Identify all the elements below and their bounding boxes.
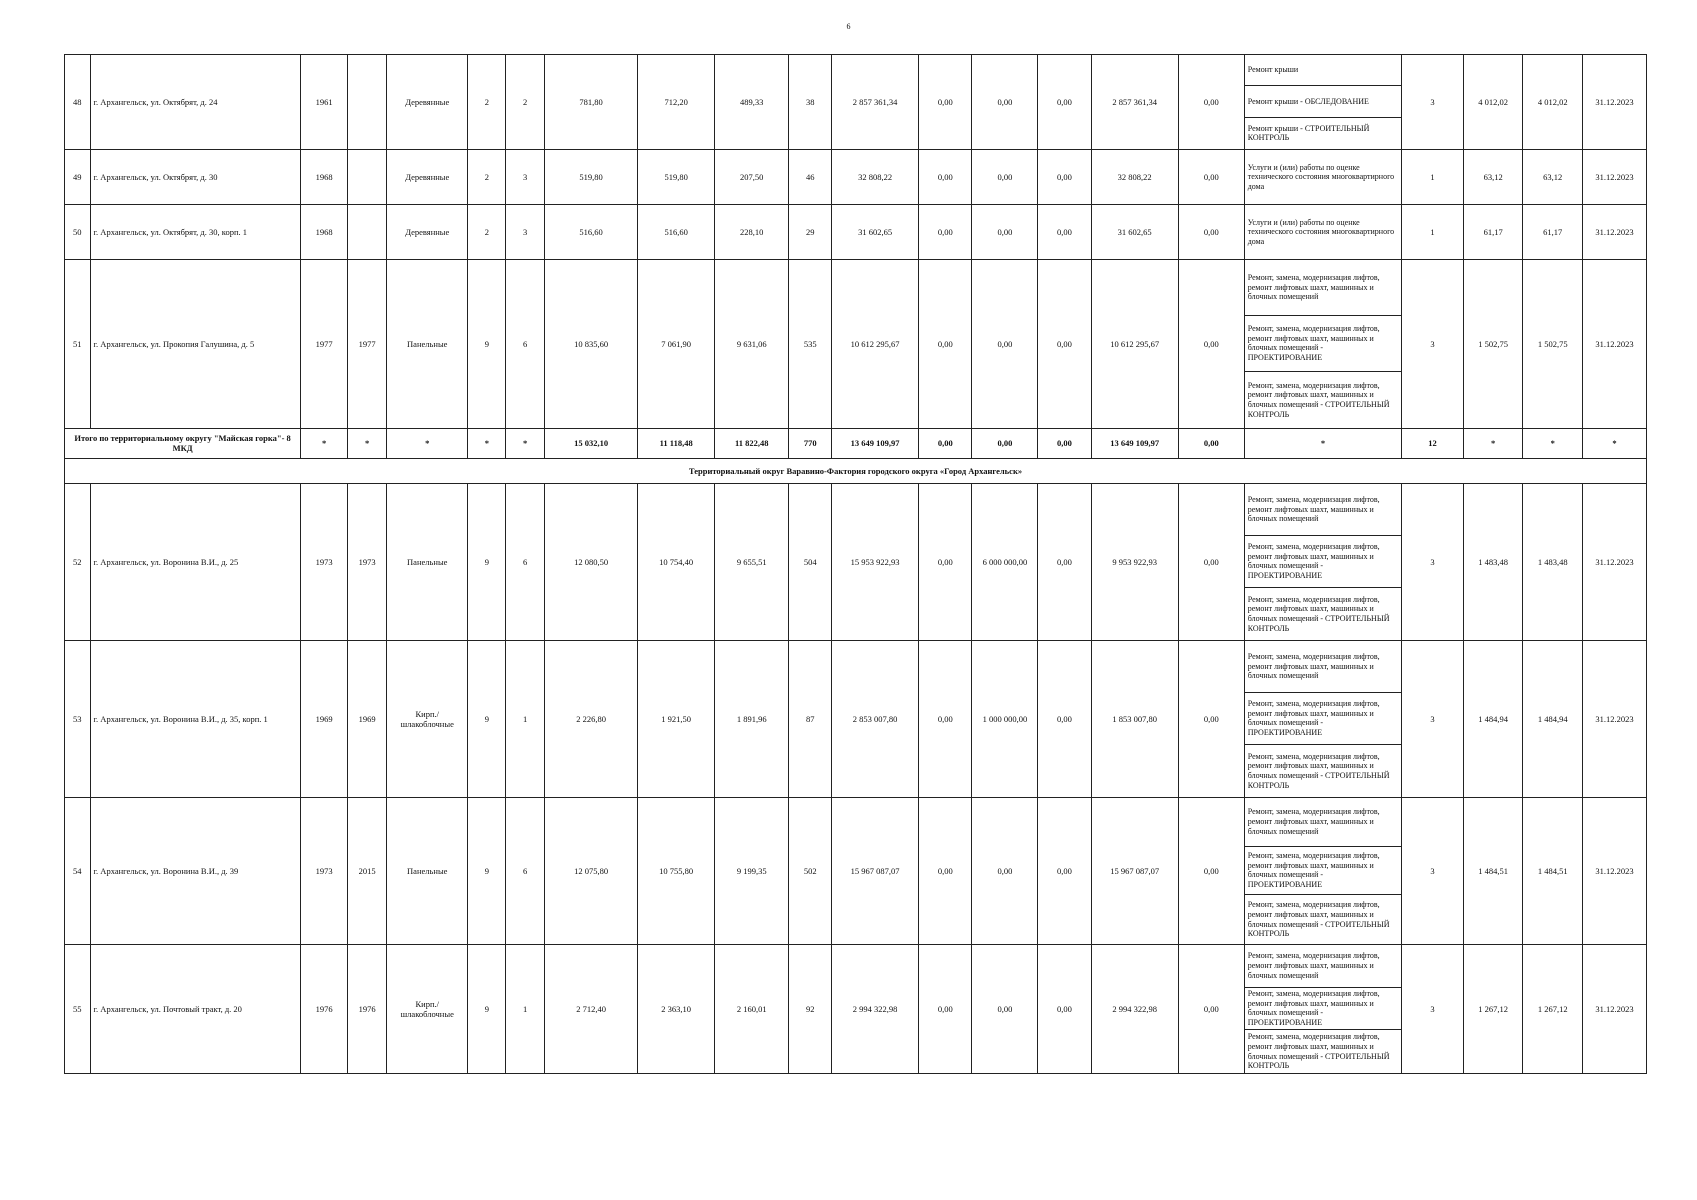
- cell-address: г. Архангельск, ул. Воронина В.И., д. 25: [90, 483, 301, 640]
- cell-deadline: 31.12.2023: [1583, 797, 1647, 944]
- total-star: *: [468, 428, 506, 458]
- cell-max-cost: 1 484,94: [1523, 640, 1583, 797]
- cell-fund-federal: 0,00: [919, 204, 972, 259]
- cell-works-count: 3: [1402, 944, 1464, 1073]
- cell-deadline: 31.12.2023: [1583, 944, 1647, 1073]
- cell-address: г. Архангельск, ул. Прокопия Галушина, д. 5: [90, 259, 301, 428]
- cell-works: [1244, 944, 1401, 1073]
- cell-floors: 2: [468, 55, 506, 150]
- cell-residential-area: 1 891,96: [714, 640, 788, 797]
- work-item: Ремонт, замена, модернизация лифтов, ремонт лифтовых шахт, машинных и блочных помещений - СТРОИТЕЛЬНЫЙ КОНТРОЛЬ: [1247, 380, 1390, 419]
- cell-address: г. Архангельск, ул. Воронина В.И., д. 35, корп. 1: [90, 640, 301, 797]
- cell-works-count: 1: [1402, 204, 1464, 259]
- cell-total-cost: 32 808,22: [831, 149, 918, 204]
- cell-year-built: 1976: [301, 944, 348, 1073]
- cell-total-cost: 10 612 295,67: [831, 259, 918, 428]
- cell-num: 51: [65, 259, 91, 428]
- cell-floors: 9: [468, 797, 506, 944]
- cell-living-area: 1 921,50: [638, 640, 715, 797]
- cell-fund-regional: 0,00: [972, 55, 1038, 150]
- cell-year-commissioning: 2015: [347, 797, 386, 944]
- cell-residential-area: 9 631,06: [714, 259, 788, 428]
- cell-address: г. Архангельск, ул. Воронина В.И., д. 39: [90, 797, 301, 944]
- cell-fund-regional: 6 000 000,00: [972, 483, 1038, 640]
- cell-num: 55: [65, 944, 91, 1073]
- cell-wall-material: Деревянные: [387, 149, 468, 204]
- cell-wall-material: Панельные: [387, 259, 468, 428]
- table-row: [65, 797, 1647, 944]
- cell-floors: 9: [468, 640, 506, 797]
- cell-entrances: 6: [506, 259, 544, 428]
- cell-num: 50: [65, 204, 91, 259]
- cell-wall-material: Деревянные: [387, 204, 468, 259]
- work-item: Ремонт, замена, модернизация лифтов, ремонт лифтовых шахт, машинных и блочных помещений: [1245, 945, 1401, 988]
- cell-living-area: 10 754,40: [638, 483, 715, 640]
- cell-total-area: 12 075,80: [544, 797, 638, 944]
- cell-fund-local: 0,00: [1038, 483, 1091, 640]
- cell-unit-cost: 4 012,02: [1463, 55, 1523, 150]
- work-item: Ремонт, замена, модернизация лифтов, ремонт лифтовых шахт, машинных и блочных помещений - ПРОЕКТИРОВАНИЕ: [1245, 988, 1401, 1031]
- cell-works: [1244, 204, 1401, 259]
- cell-total-area: 10 835,60: [544, 259, 638, 428]
- cell-entrances: 6: [506, 797, 544, 944]
- cell-entrances: 1: [506, 944, 544, 1073]
- cell-living-area: 7 061,90: [638, 259, 715, 428]
- cell-living-area: 10 755,80: [638, 797, 715, 944]
- cell-residents: 535: [789, 259, 832, 428]
- cell-max-cost: 63,12: [1523, 149, 1583, 204]
- cell-fund-regional: 1 000 000,00: [972, 640, 1038, 797]
- cell-total-cost: 2 857 361,34: [831, 55, 918, 150]
- cell-residential-area: 9 655,51: [714, 483, 788, 640]
- cell-fund-regional: 0,00: [972, 259, 1038, 428]
- cell-total-area: 781,80: [544, 55, 638, 150]
- cell-num: 52: [65, 483, 91, 640]
- cell-total-cost: 2 994 322,98: [831, 944, 918, 1073]
- cell-year-built: 1968: [301, 149, 348, 204]
- page-number: 6: [846, 22, 851, 31]
- cell-year-commissioning: [347, 149, 386, 204]
- cell-num: 49: [65, 149, 91, 204]
- section-title: Территориальный округ Варавино-Фактория городского округа «Город Архангельск»: [65, 458, 1647, 483]
- cell-fund-other: 0,00: [1178, 204, 1244, 259]
- total-label: Итого по территориальному округу "Майская горка"- 8 МКД: [65, 428, 301, 458]
- cell-num: 54: [65, 797, 91, 944]
- cell-year-commissioning: 1973: [347, 483, 386, 640]
- cell-address: г. Архангельск, ул. Октябрят, д. 30, корп. 1: [90, 204, 301, 259]
- total-works-count: 12: [1402, 428, 1464, 458]
- cell-fund-owners: 2 857 361,34: [1091, 55, 1178, 150]
- cell-fund-federal: 0,00: [919, 483, 972, 640]
- work-item: Ремонт крыши - ОБСЛЕДОВАНИЕ: [1245, 86, 1401, 117]
- cell-address: г. Архангельск, ул. Октябрят, д. 24: [90, 55, 301, 150]
- cell-works: [1244, 640, 1401, 797]
- cell-unit-cost: 61,17: [1463, 204, 1523, 259]
- cell-entrances: 6: [506, 483, 544, 640]
- work-item: Услуги и (или) работы по оценке технического состояния многоквартирного дома: [1247, 217, 1395, 246]
- work-item: Ремонт, замена, модернизация лифтов, ремонт лифтовых шахт, машинных и блочных помещений: [1245, 484, 1401, 536]
- work-item: Ремонт, замена, модернизация лифтов, ремонт лифтовых шахт, машинных и блочных помещений - ПРОЕКТИРОВАНИЕ: [1245, 316, 1401, 372]
- cell-fund-owners: 31 602,65: [1091, 204, 1178, 259]
- total-fund-local: 0,00: [1038, 428, 1091, 458]
- total-star: *: [1463, 428, 1523, 458]
- cell-fund-other: 0,00: [1178, 149, 1244, 204]
- cell-year-commissioning: [347, 204, 386, 259]
- cell-residents: 502: [789, 797, 832, 944]
- cell-floors: 2: [468, 204, 506, 259]
- section-row: [65, 458, 1647, 483]
- cell-max-cost: 61,17: [1523, 204, 1583, 259]
- work-item: Ремонт, замена, модернизация лифтов, ремонт лифтовых шахт, машинных и блочных помещений: [1245, 260, 1401, 316]
- cell-fund-federal: 0,00: [919, 55, 972, 150]
- total-star: *: [1583, 428, 1647, 458]
- cell-year-built: 1969: [301, 640, 348, 797]
- cell-works-count: 3: [1402, 55, 1464, 150]
- cell-wall-material: Панельные: [387, 483, 468, 640]
- cell-max-cost: 1 502,75: [1523, 259, 1583, 428]
- work-item: Ремонт крыши: [1245, 55, 1401, 86]
- cell-unit-cost: 63,12: [1463, 149, 1523, 204]
- work-item: Ремонт, замена, модернизация лифтов, ремонт лифтовых шахт, машинных и блочных помещений - СТРОИТЕЛЬНЫЙ КОНТРОЛЬ: [1247, 900, 1390, 939]
- cell-residents: 29: [789, 204, 832, 259]
- cell-works: [1244, 483, 1401, 640]
- cell-fund-local: 0,00: [1038, 204, 1091, 259]
- work-item: Ремонт крыши - СТРОИТЕЛЬНЫЙ КОНТРОЛЬ: [1247, 123, 1370, 143]
- cell-living-area: 519,80: [638, 149, 715, 204]
- cell-residential-area: 228,10: [714, 204, 788, 259]
- total-residential-area: 11 822,48: [714, 428, 788, 458]
- cell-year-built: 1961: [301, 55, 348, 150]
- work-item: Ремонт, замена, модернизация лифтов, ремонт лифтовых шахт, машинных и блочных помещений - ПРОЕКТИРОВАНИЕ: [1245, 693, 1401, 745]
- cell-fund-other: 0,00: [1178, 483, 1244, 640]
- cell-residential-area: 9 199,35: [714, 797, 788, 944]
- cell-max-cost: 1 484,51: [1523, 797, 1583, 944]
- cell-fund-other: 0,00: [1178, 259, 1244, 428]
- cell-total-cost: 15 953 922,93: [831, 483, 918, 640]
- total-total-area: 15 032,10: [544, 428, 638, 458]
- cell-max-cost: 1 267,12: [1523, 944, 1583, 1073]
- cell-residents: 92: [789, 944, 832, 1073]
- cell-residents: 46: [789, 149, 832, 204]
- cell-residential-area: 489,33: [714, 55, 788, 150]
- work-item: Ремонт, замена, модернизация лифтов, ремонт лифтовых шахт, машинных и блочных помещений: [1245, 798, 1401, 847]
- table-row: [65, 944, 1647, 1073]
- total-row: [65, 428, 1647, 458]
- cell-address: г. Архангельск, ул. Октябрят, д. 30: [90, 149, 301, 204]
- cell-total-area: 2 712,40: [544, 944, 638, 1073]
- cell-fund-owners: 9 953 922,93: [1091, 483, 1178, 640]
- repair-program-table: [64, 54, 1647, 1074]
- cell-fund-owners: 2 994 322,98: [1091, 944, 1178, 1073]
- cell-residents: 38: [789, 55, 832, 150]
- cell-works-count: 3: [1402, 640, 1464, 797]
- cell-fund-other: 0,00: [1178, 640, 1244, 797]
- cell-num: 48: [65, 55, 91, 150]
- cell-deadline: 31.12.2023: [1583, 483, 1647, 640]
- total-total-cost: 13 649 109,97: [831, 428, 918, 458]
- cell-wall-material: Деревянные: [387, 55, 468, 150]
- cell-deadline: 31.12.2023: [1583, 149, 1647, 204]
- work-item: Ремонт, замена, модернизация лифтов, ремонт лифтовых шахт, машинных и блочных помещений - СТРОИТЕЛЬНЫЙ КОНТРОЛЬ: [1247, 594, 1390, 633]
- cell-year-commissioning: 1977: [347, 259, 386, 428]
- cell-works: [1244, 259, 1401, 428]
- cell-year-commissioning: 1969: [347, 640, 386, 797]
- total-star: *: [347, 428, 386, 458]
- cell-unit-cost: 1 484,94: [1463, 640, 1523, 797]
- table-row: [65, 55, 1647, 150]
- cell-deadline: 31.12.2023: [1583, 55, 1647, 150]
- cell-fund-regional: 0,00: [972, 204, 1038, 259]
- cell-works-count: 3: [1402, 259, 1464, 428]
- cell-entrances: 1: [506, 640, 544, 797]
- cell-num: 53: [65, 640, 91, 797]
- cell-total-cost: 15 967 087,07: [831, 797, 918, 944]
- cell-residential-area: 2 160,01: [714, 944, 788, 1073]
- total-fund-other: 0,00: [1178, 428, 1244, 458]
- cell-living-area: 712,20: [638, 55, 715, 150]
- cell-year-built: 1968: [301, 204, 348, 259]
- cell-year-built: 1973: [301, 483, 348, 640]
- cell-fund-regional: 0,00: [972, 149, 1038, 204]
- cell-unit-cost: 1 484,51: [1463, 797, 1523, 944]
- cell-residents: 87: [789, 640, 832, 797]
- cell-works: [1244, 55, 1401, 150]
- cell-fund-regional: 0,00: [972, 944, 1038, 1073]
- table-row: [65, 483, 1647, 640]
- cell-floors: 9: [468, 483, 506, 640]
- cell-fund-owners: 10 612 295,67: [1091, 259, 1178, 428]
- work-item: Ремонт, замена, модернизация лифтов, ремонт лифтовых шахт, машинных и блочных помещений - СТРОИТЕЛЬНЫЙ КОНТРОЛЬ: [1247, 751, 1390, 790]
- cell-wall-material: Панельные: [387, 797, 468, 944]
- cell-address: г. Архангельск, ул. Почтовый тракт, д. 20: [90, 944, 301, 1073]
- table-row: [65, 149, 1647, 204]
- cell-deadline: 31.12.2023: [1583, 204, 1647, 259]
- cell-wall-material: Кирп./ шлакоблочные: [387, 944, 468, 1073]
- cell-fund-local: 0,00: [1038, 944, 1091, 1073]
- cell-unit-cost: 1 483,48: [1463, 483, 1523, 640]
- cell-residents: 504: [789, 483, 832, 640]
- cell-deadline: 31.12.2023: [1583, 640, 1647, 797]
- cell-residential-area: 207,50: [714, 149, 788, 204]
- cell-max-cost: 4 012,02: [1523, 55, 1583, 150]
- work-item: Ремонт, замена, модернизация лифтов, ремонт лифтовых шахт, машинных и блочных помещений - СТРОИТЕЛЬНЫЙ КОНТРОЛЬ: [1247, 1032, 1390, 1071]
- cell-total-cost: 31 602,65: [831, 204, 918, 259]
- cell-fund-owners: 15 967 087,07: [1091, 797, 1178, 944]
- work-item: Ремонт, замена, модернизация лифтов, ремонт лифтовых шахт, машинных и блочных помещений - ПРОЕКТИРОВАНИЕ: [1245, 847, 1401, 896]
- cell-floors: 2: [468, 149, 506, 204]
- cell-year-built: 1973: [301, 797, 348, 944]
- table-row: [65, 640, 1647, 797]
- cell-fund-regional: 0,00: [972, 797, 1038, 944]
- cell-fund-local: 0,00: [1038, 259, 1091, 428]
- cell-works: [1244, 149, 1401, 204]
- cell-total-area: 12 080,50: [544, 483, 638, 640]
- total-star: *: [301, 428, 348, 458]
- cell-total-area: 519,80: [544, 149, 638, 204]
- cell-entrances: 3: [506, 204, 544, 259]
- cell-works-count: 3: [1402, 483, 1464, 640]
- work-item: Услуги и (или) работы по оценке технического состояния многоквартирного дома: [1247, 162, 1395, 191]
- cell-fund-local: 0,00: [1038, 55, 1091, 150]
- total-star: *: [1244, 428, 1401, 458]
- total-fund-federal: 0,00: [919, 428, 972, 458]
- table-row: [65, 259, 1647, 428]
- cell-fund-local: 0,00: [1038, 149, 1091, 204]
- cell-fund-local: 0,00: [1038, 640, 1091, 797]
- cell-max-cost: 1 483,48: [1523, 483, 1583, 640]
- total-star: *: [506, 428, 544, 458]
- cell-unit-cost: 1 267,12: [1463, 944, 1523, 1073]
- cell-entrances: 3: [506, 149, 544, 204]
- work-item: Ремонт, замена, модернизация лифтов, ремонт лифтовых шахт, машинных и блочных помещений - ПРОЕКТИРОВАНИЕ: [1245, 536, 1401, 588]
- cell-fund-local: 0,00: [1038, 797, 1091, 944]
- cell-living-area: 516,60: [638, 204, 715, 259]
- total-fund-owners: 13 649 109,97: [1091, 428, 1178, 458]
- table-row: [65, 204, 1647, 259]
- total-living-area: 11 118,48: [638, 428, 715, 458]
- cell-fund-other: 0,00: [1178, 55, 1244, 150]
- cell-wall-material: Кирп./ шлакоблочные: [387, 640, 468, 797]
- cell-fund-owners: 32 808,22: [1091, 149, 1178, 204]
- cell-year-built: 1977: [301, 259, 348, 428]
- total-star: *: [387, 428, 468, 458]
- cell-year-commissioning: [347, 55, 386, 150]
- cell-works-count: 1: [1402, 149, 1464, 204]
- cell-works-count: 3: [1402, 797, 1464, 944]
- cell-entrances: 2: [506, 55, 544, 150]
- cell-total-cost: 2 853 007,80: [831, 640, 918, 797]
- cell-fund-federal: 0,00: [919, 149, 972, 204]
- cell-deadline: 31.12.2023: [1583, 259, 1647, 428]
- total-residents: 770: [789, 428, 832, 458]
- cell-living-area: 2 363,10: [638, 944, 715, 1073]
- cell-total-area: 516,60: [544, 204, 638, 259]
- cell-fund-federal: 0,00: [919, 797, 972, 944]
- cell-fund-other: 0,00: [1178, 797, 1244, 944]
- work-item: Ремонт, замена, модернизация лифтов, ремонт лифтовых шахт, машинных и блочных помещений: [1245, 641, 1401, 693]
- cell-fund-other: 0,00: [1178, 944, 1244, 1073]
- cell-fund-owners: 1 853 007,80: [1091, 640, 1178, 797]
- cell-floors: 9: [468, 944, 506, 1073]
- cell-total-area: 2 226,80: [544, 640, 638, 797]
- cell-unit-cost: 1 502,75: [1463, 259, 1523, 428]
- cell-works: [1244, 797, 1401, 944]
- cell-fund-federal: 0,00: [919, 259, 972, 428]
- total-star: *: [1523, 428, 1583, 458]
- cell-fund-federal: 0,00: [919, 944, 972, 1073]
- cell-year-commissioning: 1976: [347, 944, 386, 1073]
- cell-fund-federal: 0,00: [919, 640, 972, 797]
- cell-floors: 9: [468, 259, 506, 428]
- total-fund-regional: 0,00: [972, 428, 1038, 458]
